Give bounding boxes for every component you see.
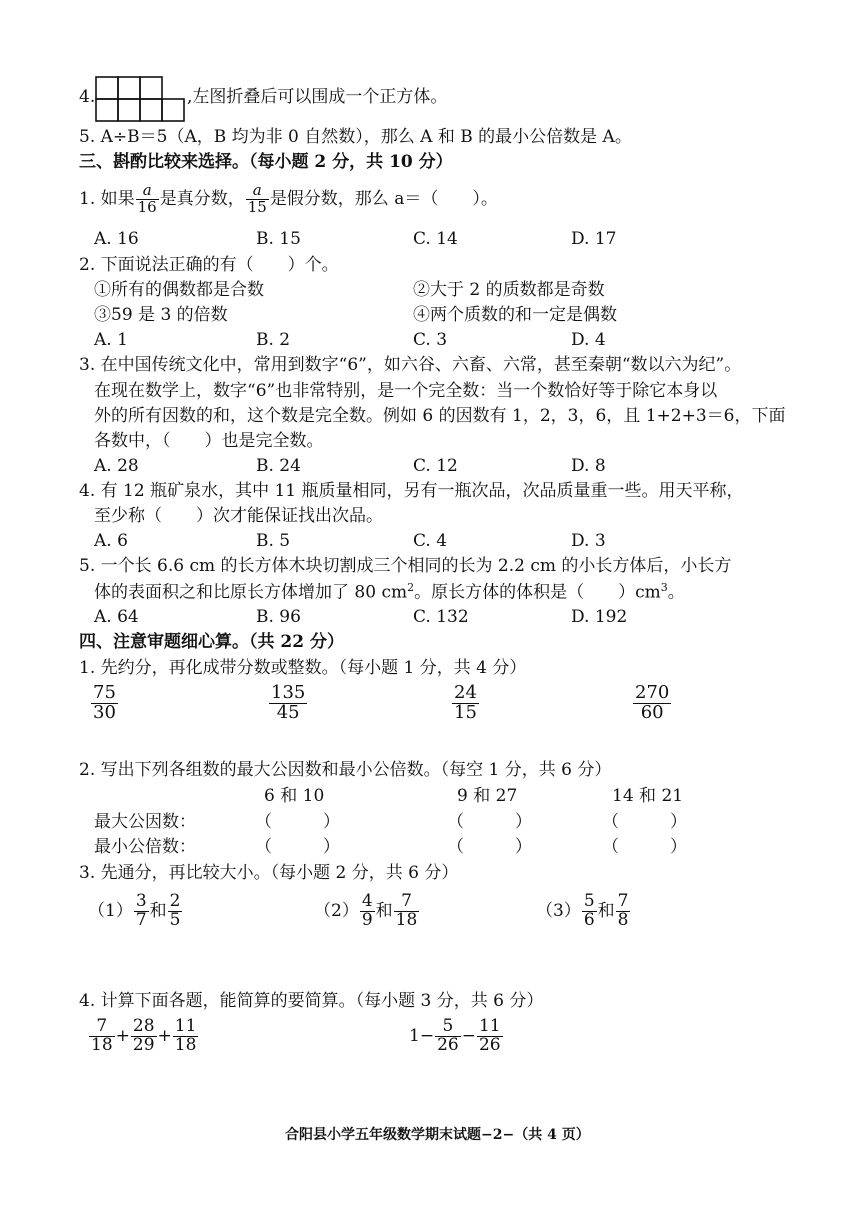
statement-2: ②大于 2 的质数都是奇数: [413, 280, 605, 300]
option-a: A. 28: [94, 456, 139, 476]
net-square: [118, 99, 140, 121]
net-square: [118, 77, 140, 99]
option-a: A. 16: [94, 229, 139, 249]
s4-p1-stem: 1. 先约分，再化成带分数或整数。（每小题 1 分，共 4 分）: [79, 658, 527, 678]
number-group: 14 和 21: [612, 786, 684, 806]
statement-4: ④两个质数的和一定是偶数: [413, 305, 617, 325]
judge-q4: [79, 88, 95, 108]
answer-blank[interactable]: （ ）: [602, 812, 687, 832]
option-d: D. 192: [571, 607, 628, 627]
option-c: C. 4: [413, 531, 448, 551]
s3-q1-suffix: 是假分数，那么 a＝（ ）。: [269, 188, 498, 209]
s3-q1-stem: [79, 183, 498, 216]
s4-p3-stem: 3. 先通分，再比较大小。（每小题 2 分，共 6 分）: [79, 863, 459, 883]
net-square: [96, 99, 118, 121]
fraction: $\frac{24}{15}$: [454, 682, 477, 723]
lcm-label: 最小公倍数：: [94, 837, 196, 857]
net-square: [140, 99, 162, 121]
page-footer: 合阳县小学五年级数学期末试题−2−（共 4 页）: [285, 1127, 590, 1143]
option-b: B. 96: [256, 607, 301, 627]
option-b: B. 24: [256, 456, 301, 476]
fraction: $\frac{a}{15}$: [247, 181, 267, 216]
number-group: 6 和 10: [264, 786, 325, 806]
net-square: [96, 77, 118, 99]
s3-q4-line1: 4. 有 12 瓶矿泉水，其中 11 瓶质量相同，另有一瓶次品，次品质量重一些。用天平称，: [79, 481, 744, 501]
s3-q5-line1: 5. 一个长 6.6 cm 的长方体木块切割成三个相同的长为 2.2 cm 的小长方体后，小长方: [79, 556, 732, 576]
fraction: $\frac{270}{60}$: [635, 682, 670, 723]
answer-blank[interactable]: （ ）: [255, 812, 340, 832]
fraction: $\frac{75}{30}$: [93, 682, 116, 723]
s3-q3-line3: 外的所有因数的和，这个数是完全数。例如 6 的因数有 1，2，3，6，且 1+2+3＝6，下面: [94, 406, 786, 426]
judge-q5-text: 5. A÷B＝5（A，B 均为非 0 自然数），那么 A 和 B 的最小公倍数是 A。: [79, 127, 632, 147]
s3-q1-mid: 是真分数，: [159, 188, 245, 209]
answer-blank[interactable]: （ ）: [447, 812, 532, 832]
option-c: C. 14: [413, 229, 458, 249]
judge-q4-text: ,左图折叠后可以围成一个正方体。: [187, 87, 448, 107]
number-group: 9 和 27: [457, 786, 518, 806]
cube-net-figure: [95, 76, 187, 122]
option-d: D. 8: [571, 456, 606, 476]
section3-title: 三、斟酌比较来选择。（每小题 2 分，共 10 分）: [79, 152, 453, 172]
option-d: D. 4: [571, 330, 606, 350]
net-square: [162, 99, 184, 121]
expression-2: 1− $\frac{5}{26}$ − $\frac{11}{26}$: [409, 1016, 501, 1055]
option-c: C. 3: [413, 330, 448, 350]
option-b: B. 5: [256, 531, 291, 551]
s4-p2-stem: 2. 写出下列各组数的最大公因数和最小公倍数。（每空 1 分，共 6 分）: [79, 760, 612, 780]
option-a: A. 6: [94, 531, 128, 551]
net-square: [140, 77, 162, 99]
statement-1: ①所有的偶数都是合数: [94, 280, 264, 300]
fraction: $\frac{135}{45}$: [271, 682, 306, 723]
option-b: B. 2: [256, 330, 291, 350]
answer-blank[interactable]: （ ）: [447, 837, 532, 857]
option-d: D. 17: [571, 229, 617, 249]
s3-q1-prefix: 1. 如果: [79, 188, 135, 209]
option-a: A. 1: [94, 330, 128, 350]
section4-title: 四、注意审题细心算。（共 22 分）: [79, 632, 344, 652]
s3-q2-stem: 2. 下面说法正确的有（ ）个。: [79, 255, 339, 275]
compare-item-1: （1） $\frac{3}{7}$ 和 $\frac{2}{5}$: [88, 891, 181, 930]
fraction: $\frac{a}{16}$: [137, 181, 157, 216]
s3-q3-line4: 各数中，（ ）也是完全数。: [94, 431, 324, 451]
s3-q3-line1: 3. 在中国传统文化中，常用到数字“6”，如六谷、六畜、六常，甚至秦朝“数以六为纪”。: [79, 355, 742, 375]
option-c: C. 132: [413, 607, 469, 627]
answer-blank[interactable]: （ ）: [255, 837, 340, 857]
s3-q4-line2: 至少称（ ）次才能保证找出次品。: [94, 506, 383, 526]
option-d: D. 3: [571, 531, 606, 551]
expression-1: $\frac{7}{18}$ + $\frac{28}{29}$ + $\frac{11}{18}$: [91, 1016, 197, 1055]
statement-3: ③59 是 3 的倍数: [94, 305, 228, 325]
compare-item-3: （3） $\frac{5}{6}$ 和 $\frac{7}{8}$: [536, 891, 629, 930]
answer-blank[interactable]: （ ）: [602, 837, 687, 857]
s4-p4-stem: 4. 计算下面各题，能简算的要简算。（每小题 3 分，共 6 分）: [79, 991, 544, 1011]
gcd-label: 最大公因数：: [94, 812, 196, 832]
option-a: A. 64: [94, 607, 139, 627]
option-b: B. 15: [256, 229, 301, 249]
option-c: C. 12: [413, 456, 458, 476]
judge-q4-number: 4.: [79, 87, 96, 107]
s3-q3-line2: 在现在数学上，数字“6”也非常特别，是一个完全数：当一个数恰好等于除它本身以: [94, 381, 718, 401]
s3-q5-line2: 体的表面积之和比原长方体增加了 80 $cm^2$。原长方体的体积是（ ）$cm^3$。: [94, 581, 685, 603]
compare-item-2: （2） $\frac{4}{9}$ 和 $\frac{7}{18}$: [314, 891, 418, 930]
